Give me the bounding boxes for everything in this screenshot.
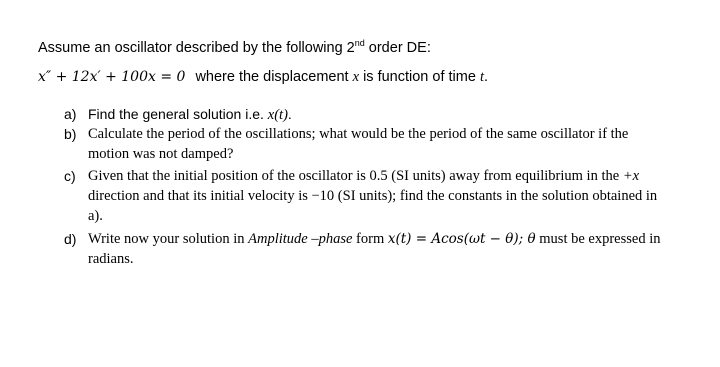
question-item-d — [64, 229, 664, 269]
item-label: d) — [64, 231, 77, 247]
intro-text-end: order DE: — [364, 40, 431, 56]
question-item-c — [64, 166, 664, 226]
math-x-of-t: x(t) — [267, 107, 288, 123]
amplitude-phase-term: Amplitude –phase — [248, 231, 353, 247]
item-text: Write now your solution in Amplitude –phase form x(t) = Acos(ωt − θ); θ must be expressed in radians. — [88, 231, 661, 267]
intro-sentence — [38, 34, 431, 57]
differential-equation-line — [38, 68, 488, 86]
item-label: b) — [64, 126, 77, 142]
x-variable: x — [352, 69, 360, 85]
question-item-b — [64, 124, 664, 164]
differential-equation: x″ + 12x′ + 100x = 0 — [38, 69, 186, 85]
item-label: a) — [64, 106, 77, 122]
ordinal-superscript: nd — [354, 38, 365, 48]
item-text: Find the general solution i.e. x(t). — [88, 106, 292, 123]
amplitude-phase-formula: x(t) = Acos(ωt − θ); θ — [387, 231, 536, 247]
item-label: c) — [64, 168, 76, 184]
intro-text: Assume an oscillator described by the following 2 — [38, 40, 355, 56]
question-item-a — [64, 104, 664, 125]
equation-description: where the displacement x is function of time t. — [195, 69, 488, 85]
t-variable: t — [479, 69, 484, 85]
math-plus-x: +x — [622, 168, 640, 184]
item-text: Given that the initial position of the oscillator is 0.5 (SI units) away from equilibrium in the +x direction and that its initial velocity is −10 (SI units); find the constants in the solution obtained in a). — [88, 168, 658, 224]
item-text: Calculate the period of the oscillations; what would be the period of the same oscillator if the motion was not damped? — [88, 126, 629, 162]
